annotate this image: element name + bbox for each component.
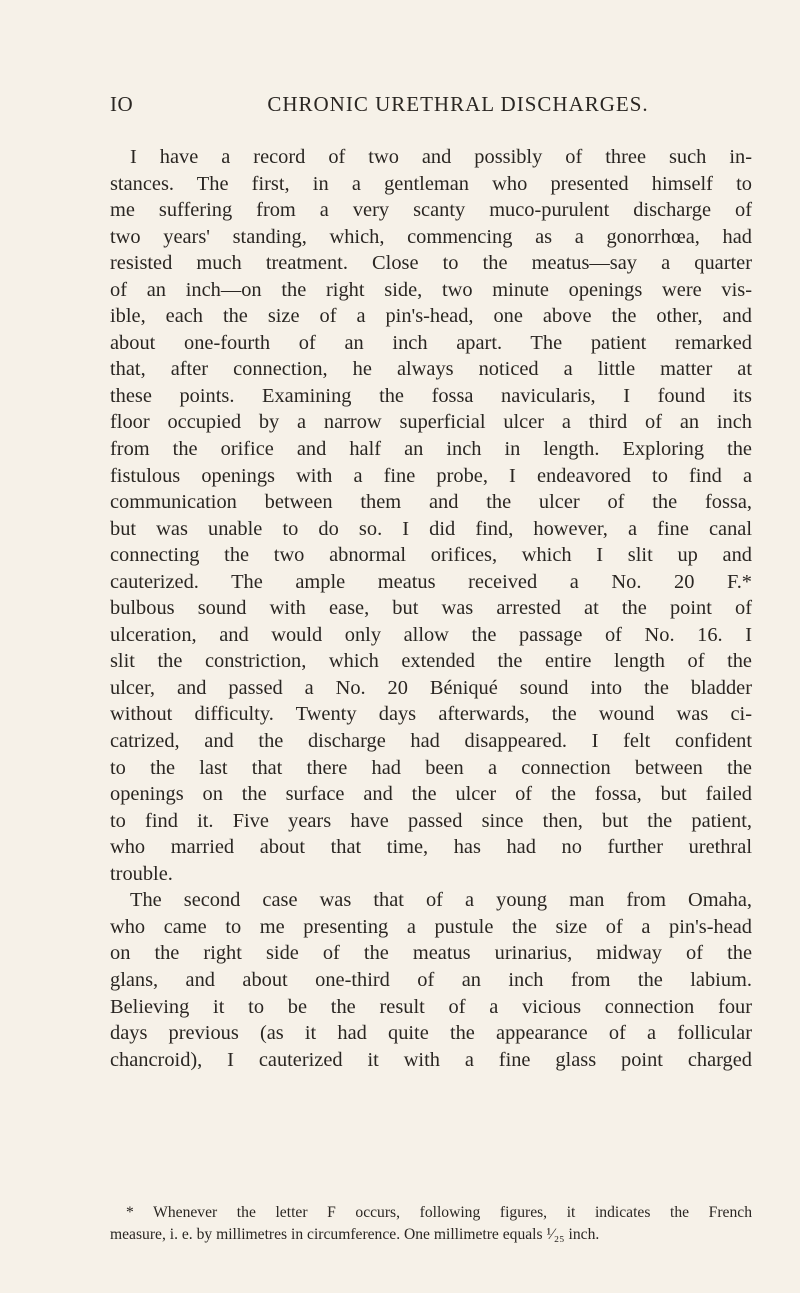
- text-line: The second case was that of a young man from Omaha,: [130, 889, 752, 912]
- footnote-line: * Whenever the letter F occurs, following figures, it indicates the French: [126, 1204, 752, 1221]
- text-line: on the right side of the meatus urinarius, midway of the: [110, 942, 752, 965]
- text-line: communication between them and the ulcer of the fossa,: [110, 491, 752, 514]
- text-line: who married about that time, has had no further urethral: [110, 836, 752, 859]
- text-line: I have a record of two and possibly of three such in-: [130, 146, 752, 168]
- text-line: without difficulty. Twenty days afterwards, the wound was ci-: [110, 703, 752, 726]
- text-line: slit the constriction, which extended the entire length of the: [110, 650, 752, 673]
- text-line: openings on the surface and the ulcer of the fossa, but failed: [110, 783, 752, 806]
- text-line: these points. Examining the fossa navicularis, I found its: [110, 384, 752, 407]
- text-line: cauterized. The ample meatus received a No. 20 F.*: [110, 570, 752, 593]
- text-line: ulceration, and would only allow the passage of No. 16. I: [110, 623, 752, 646]
- text-line: resisted much treatment. Close to the meatus—say a quarter: [110, 252, 752, 275]
- page-number: IO: [110, 92, 134, 116]
- text-line: from the orifice and half an inch in length. Exploring the: [110, 438, 752, 461]
- text-line: ulcer, and passed a No. 20 Béniqué sound into the bladder: [110, 676, 752, 699]
- text-line: who came to me presenting a pustule the size of a pin's-head: [110, 915, 752, 938]
- text-line: fistulous openings with a fine probe, I endeavored to find a: [110, 464, 752, 487]
- text-line: of an inch—on the right side, two minute openings were vis-: [110, 278, 752, 301]
- text-line: ible, each the size of a pin's-head, one above the other, and: [110, 305, 752, 328]
- text-line: stances. The first, in a gentleman who presented himself to: [110, 172, 752, 195]
- text-line: days previous (as it had quite the appearance of a follicular: [110, 1022, 752, 1045]
- text-line: glans, and about one-third of an inch from the labium.: [110, 968, 752, 991]
- text-line: two years' standing, which, commencing as a gonorrhœa, had: [110, 225, 752, 248]
- text-line: that, after connection, he always noticed a little matter at: [110, 358, 752, 381]
- text-line: about one-fourth of an inch apart. The patient remarked: [110, 331, 752, 354]
- text-line: me suffering from a very scanty muco-purulent discharge of: [110, 199, 752, 222]
- footnote: [110, 1202, 752, 1246]
- body-text: [110, 144, 752, 1073]
- text-line: trouble.: [110, 862, 173, 885]
- footnote-line: measure, i. e. by millimetres in circumference. One millimetre equals ¹⁄₂₅ inch.: [110, 1226, 600, 1243]
- page-header: [110, 92, 750, 122]
- text-line: connecting the two abnormal orifices, which I slit up and: [110, 544, 752, 567]
- text-line: but was unable to do so. I did find, however, a fine canal: [110, 517, 752, 540]
- text-line: to the last that there had been a connection between the: [110, 756, 752, 779]
- text-line: bulbous sound with ease, but was arrested at the point of: [110, 597, 752, 620]
- running-head: CHRONIC URETHRAL DISCHARGES.: [267, 92, 649, 116]
- text-line: Believing it to be the result of a vicious connection four: [110, 995, 752, 1018]
- text-line: to find it. Five years have passed since then, but the patient,: [110, 809, 752, 832]
- text-line: chancroid), I cauterized it with a fine glass point charged: [110, 1048, 752, 1071]
- text-line: catrized, and the discharge had disappeared. I felt confident: [110, 730, 752, 753]
- text-line: floor occupied by a narrow superficial ulcer a third of an inch: [110, 411, 752, 434]
